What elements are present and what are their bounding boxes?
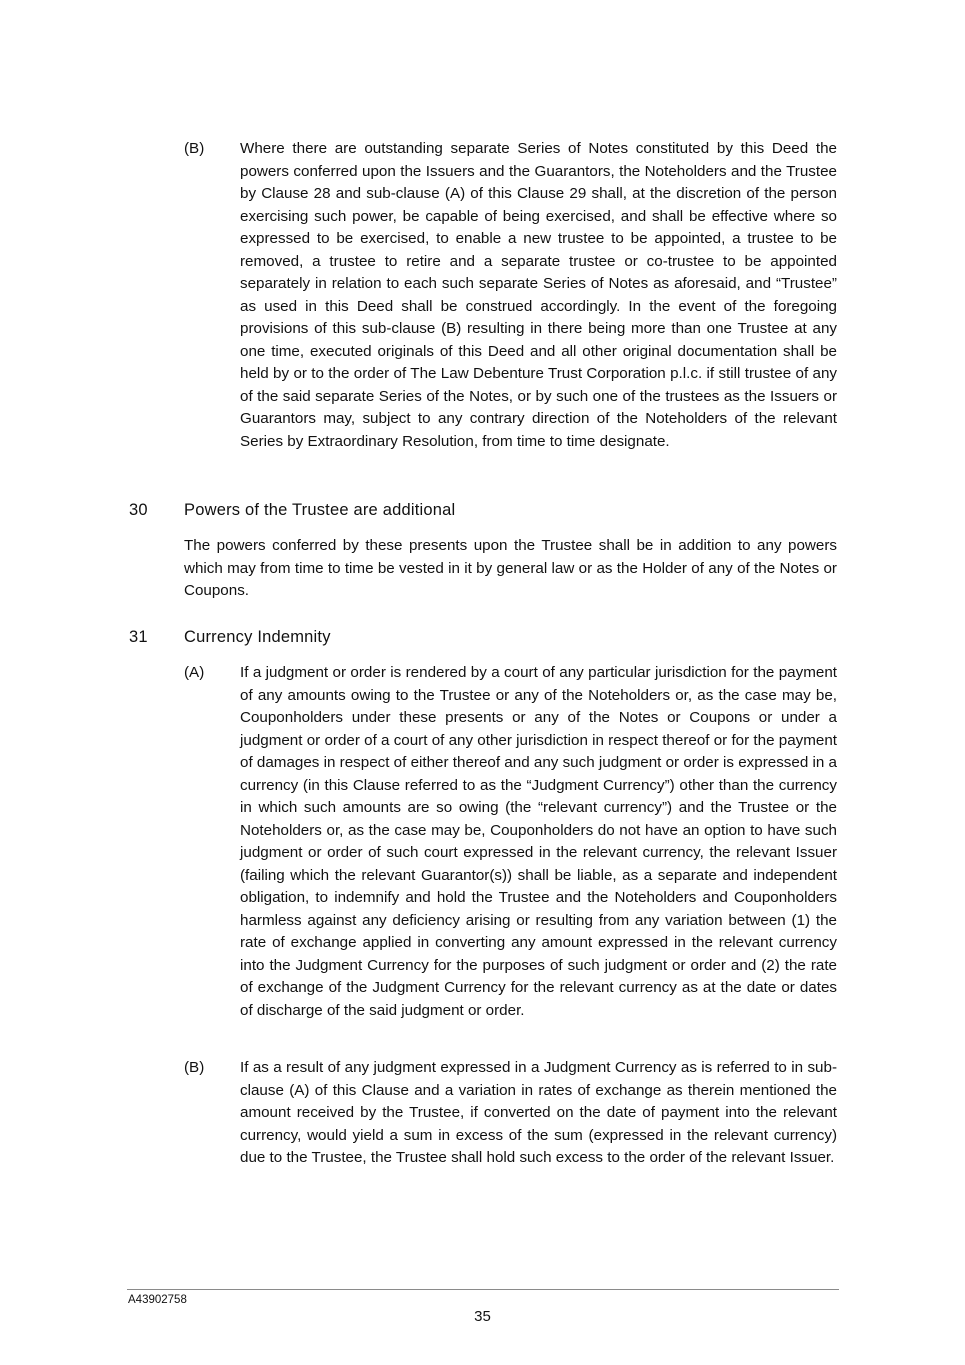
clause-31-title: Currency Indemnity [184,628,331,646]
footer-divider [127,1289,839,1290]
clause-30-title: Powers of the Trustee are additional [184,501,456,519]
clause-31-a-marker: (A) [184,664,205,681]
clause-31-number: 31 [129,628,148,646]
clause-29-b-marker: (B) [184,140,205,157]
clause-30-text: The powers conferred by these presents upon the Trustee shall be in addition to any powers which may from time to time be vested in it by general law or as the Holder of any of the Notes or Coupons. [184,537,837,599]
clause-29-b-text: Where there are outstanding separate Series of Notes constituted by this Deed the powers conferred upon the Issuers and the Guarantors, the Noteholders and the Trustee by Clause 28 and sub-clause (A) of this Clause 29 shall, at the discretion of the person exercising such power, be capable of being exercised, and shall be effective where so expressed to be exercised, to enable a new trustee to be appointed, a trustee to be removed, a trustee to retire and a separate trustee or co-trustee to be appointed separately in relation to each such separate Series of Notes as aforesaid, and “Trustee” as used in this Deed shall be construed accordingly. In the event of the foregoing provisions of this sub-clause (B) resulting in there being more than one Trustee at any one time, executed originals of this Deed and all other original documentation shall be held by or to the order of The Law Debenture Trust Corporation p.l.c. if still trustee of any of the said separate Series of the Notes, or by such one of the trustees as the Issuers or Guarantors may, subject to any contrary direction of the Noteholders of the relevant Series by Extraordinary Resolution, from time to time designate. [240,140,837,450]
clause-30-number: 30 [129,501,148,519]
clause-31-b-marker: (B) [184,1059,205,1076]
document-reference: A43902758 [128,1294,187,1306]
clause-31-a-text: If a judgment or order is rendered by a court of any particular jurisdiction for the payment of any amounts owing to the Trustee or any of the Noteholders or, as the case may be, Couponholders under these presents or any of the Notes or Coupons or under a judgment or order of a court of any other jurisdiction in respect thereof or for the payment of damages in respect of either thereof and any such judgment or order is expressed in a currency (in this Clause referred to as the “Judgment Currency”) other than the currency in which such amounts are so owing (the “relevant currency”) and the Trustee or the Noteholders or, as the case may be, Couponholders do not have an option to have such judgment or order of such court expressed in the relevant currency, the relevant Issuer (failing which the relevant Guarantor(s)) shall be liable, as a separate and independent obligation, to indemnify and hold the Trustee and the Noteholders and Couponholders harmless against any deficiency arising or resulting from any variation between (1) the rate of exchange applied in converting any amount expressed in the relevant currency into the Judgment Currency for the purposes of such judgment or order and (2) the rate of exchange of the Judgment Currency for the relevant currency as at the date or dates of discharge of the said judgment or order. [240,664,837,1019]
page-number: 35 [474,1308,491,1325]
clause-31-b-text: If as a result of any judgment expressed in a Judgment Currency as is referred to in sub-clause (A) of this Clause and a variation in rates of exchange as therein mentioned the amount received by the Trustee, if converted on the date of payment into the relevant currency, would yield a sum in excess of the sum (expressed in the relevant currency) due to the Trustee, the Trustee shall hold such excess to the order of the relevant Issuer. [240,1059,837,1166]
